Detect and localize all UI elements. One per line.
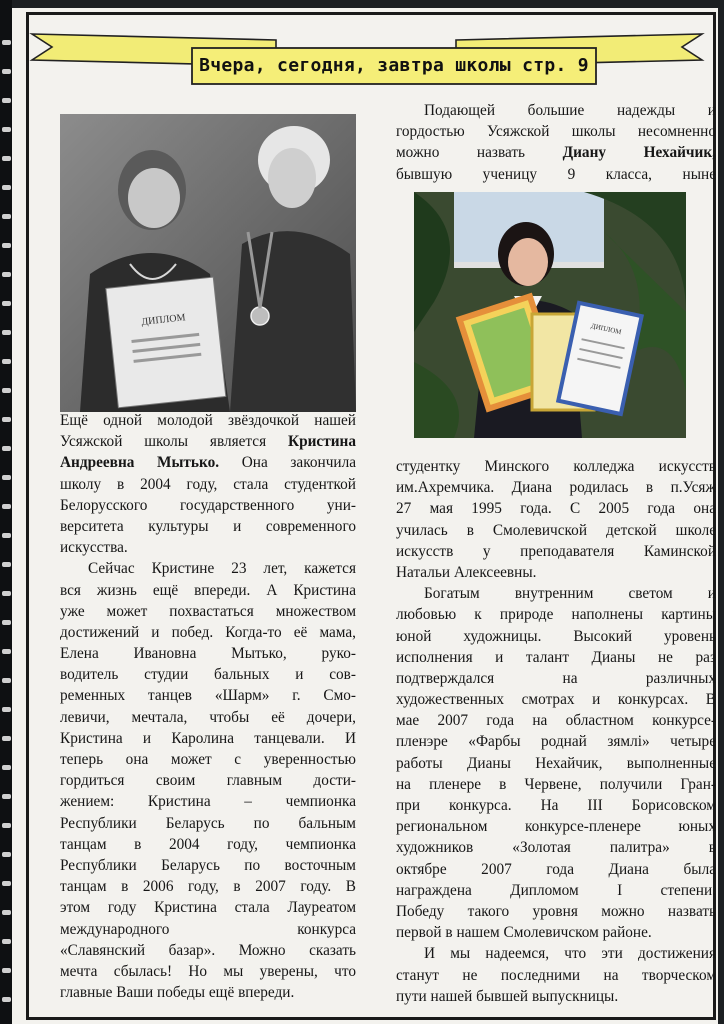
text-run: студентку Минского колледжа искусств: [396, 458, 716, 475]
text-line: [396, 880, 716, 901]
text-run: вся жизнь ещё впереди. А Кристина: [60, 581, 356, 599]
text-run: искусств у преподавателя Каминской: [396, 542, 716, 560]
text-line: [396, 604, 716, 625]
text-run: Богатым внутренним светом и: [424, 585, 716, 603]
binder-hole: [2, 98, 11, 103]
text-line: [60, 855, 356, 876]
text-line: [60, 622, 356, 643]
binder-hole: [2, 968, 11, 973]
text-line: [60, 897, 356, 918]
article-left-column: [60, 410, 356, 1003]
text-line: [396, 100, 716, 121]
binder-hole: [2, 591, 11, 596]
text-run: подтверждался на различных: [396, 669, 716, 687]
text-run: международного конкурса: [60, 920, 356, 938]
binder-hole: [2, 214, 11, 219]
article-right-column-bottom: [396, 456, 716, 1007]
text-run: достижений и побед. Когда-то её мама,: [60, 623, 356, 641]
bold-name: Кристина: [288, 433, 356, 451]
text-line: [396, 816, 716, 837]
binder-hole: [2, 736, 11, 741]
binder-hole: [2, 272, 11, 277]
text-run: Победу такого уровня можно назвать: [396, 902, 716, 920]
text-run: Белорусского государственного уни-: [60, 496, 356, 514]
text-run: бывшую ученицу 9 класса, ныне: [396, 165, 716, 183]
text-run: искусства.: [60, 539, 128, 557]
text-run: училась в Смолевичской детской школе: [396, 521, 716, 539]
text-run: Подающей большие надежды и: [424, 102, 716, 119]
text-run: верситета культуры и современного: [60, 517, 356, 535]
text-line: [396, 859, 716, 880]
text-line: [60, 452, 356, 473]
text-run: ременных танцев «Шарм» г. Смо-: [60, 687, 356, 705]
binder-hole: [2, 794, 11, 799]
text-line: [60, 813, 356, 834]
binder-hole: [2, 910, 11, 915]
text-line: [396, 965, 716, 986]
binder-hole: [2, 939, 11, 944]
text-line: [396, 498, 716, 519]
binder-hole: [2, 533, 11, 538]
text-run: при конкурса. На III Борисовском: [396, 797, 716, 814]
text-line: [396, 901, 716, 922]
binder-hole: [2, 852, 11, 857]
text-line: [60, 940, 356, 961]
text-line: [396, 710, 716, 731]
text-run: региональном конкурсе-пленере юных: [396, 818, 716, 836]
text-run: 27 мая 1995 года. С 2005 года она: [396, 500, 716, 518]
text-line: [396, 922, 716, 943]
text-line: [60, 495, 356, 516]
text-line: [396, 626, 716, 647]
text-run: художников «Золотая палитра» в: [396, 839, 716, 857]
text-run: мае 2007 года на областном конкурсе-: [396, 712, 716, 730]
binder-hole: [2, 156, 11, 161]
text-run: юной художницы. Высокий уровень: [396, 627, 716, 645]
text-run: Натальи Алексеевны.: [396, 563, 537, 581]
text-run: любовью к природе наполнены картины: [396, 606, 716, 624]
text-run: Усяжской школы является: [60, 433, 288, 451]
text-line: [60, 961, 356, 982]
text-line: [396, 668, 716, 689]
text-line: [396, 753, 716, 774]
page-title: Вчера, сегодня, завтра школы стр. 9: [199, 55, 589, 76]
binder-hole: [2, 185, 11, 190]
text-run: Республики Беларусь по бальным: [60, 814, 356, 832]
text-run: гордостью Усяжской школы несомненно: [396, 123, 716, 141]
text-run: мечта сбылась! Но мы уверены, что: [60, 962, 356, 980]
text-line: [396, 837, 716, 858]
text-run: Елена Ивановна Мытько, руко-: [60, 645, 356, 663]
binder-hole: [2, 301, 11, 306]
text-line: [60, 431, 356, 452]
binder-hole: [2, 417, 11, 422]
text-line: [396, 164, 716, 185]
text-line: [396, 142, 716, 163]
text-line: [60, 834, 356, 855]
photo-dancer-and-mother: [60, 114, 356, 412]
binder-hole: [2, 562, 11, 567]
binder-hole: [2, 620, 11, 625]
text-run: Ещё одной молодой звёздочкой нашей: [60, 412, 356, 429]
text-run: танцам в 2004 году, чемпионка: [60, 835, 356, 853]
text-run: школу в 2004 году, стала студенткой: [60, 475, 356, 493]
text-run: художественных смотрах и конкурсах. В: [396, 691, 716, 709]
binder-hole: [2, 40, 11, 45]
text-run: «Славянский базар». Можно сказать: [60, 941, 356, 959]
text-run: Кристина и Каролина танцевали. И: [60, 729, 356, 747]
text-line: [60, 876, 356, 897]
text-line: [396, 456, 716, 477]
binder-hole: [2, 446, 11, 451]
text-run: станут не последними на творческом: [396, 966, 716, 984]
text-run: И мы надеемся, что эти достижения: [424, 945, 716, 963]
binder-hole: [2, 127, 11, 132]
text-run: Сейчас Кристине 23 лет, кажется: [88, 560, 356, 578]
text-line: [60, 601, 356, 622]
text-line: [396, 986, 716, 1007]
text-line: [396, 562, 716, 583]
binder-edge: [0, 0, 12, 1024]
binder-hole: [2, 678, 11, 683]
bold-name: Диану Нехайчик,: [562, 144, 716, 162]
text-line: [396, 795, 716, 816]
photo-diana-with-diplomas: [414, 192, 686, 438]
text-run: работы Дианы Нехайчик, выполненные: [396, 754, 716, 772]
binder-hole: [2, 504, 11, 509]
text-run: водитель студии бальных и сов-: [60, 666, 356, 684]
binder-hole: [2, 243, 11, 248]
text-run: первой в нашем Смолевичском районе.: [396, 924, 652, 942]
diploma-label-right: ДИПЛОМ: [590, 321, 623, 337]
text-line: [60, 770, 356, 791]
binder-hole: [2, 330, 11, 335]
text-line: [60, 410, 356, 431]
binder-hole: [2, 765, 11, 770]
text-run: октябре 2007 года Диана была: [396, 860, 716, 878]
text-line: [60, 919, 356, 940]
text-line: [396, 943, 716, 964]
text-line: [60, 685, 356, 706]
text-line: [60, 728, 356, 749]
text-run: награждена Дипломом I степени.: [396, 881, 716, 899]
text-line: [60, 558, 356, 579]
text-line: [396, 731, 716, 752]
text-line: [60, 474, 356, 495]
text-run: им.Ахремчика. Диана родилась в п.Усяж: [396, 479, 716, 497]
article-right-column-top: [396, 100, 716, 185]
text-line: [396, 541, 716, 562]
text-run: Она закончила: [219, 454, 356, 472]
binder-hole: [2, 69, 11, 74]
text-run: на пленере в Червене, получили Гран-: [396, 775, 716, 793]
text-run: левичи, мечтала, чтобы её дочери,: [60, 708, 356, 726]
binder-hole: [2, 823, 11, 828]
binder-hole: [2, 881, 11, 886]
text-run: Республики Беларусь по восточным: [60, 856, 356, 874]
text-line: [396, 477, 716, 498]
diploma-label-left: ДИПЛОМ: [140, 312, 187, 328]
text-line: [60, 537, 356, 558]
text-run: можно назвать: [396, 144, 563, 162]
header-banner: [26, 26, 706, 96]
text-line: [60, 643, 356, 664]
text-line: [396, 583, 716, 604]
text-run: пути нашей бывшей выпускницы.: [396, 987, 619, 1005]
text-line: [396, 689, 716, 710]
text-run: главные Ваши победы ещё впереди.: [60, 984, 295, 1002]
binder-hole: [2, 359, 11, 364]
binder-hole: [2, 707, 11, 712]
text-line: [60, 664, 356, 685]
text-line: [60, 580, 356, 601]
text-run: жением: Кристина – чемпионка: [60, 793, 356, 811]
text-run: гордиться своим главным дости-: [60, 772, 356, 790]
text-run: этом году Кристина стала Лауреатом: [60, 899, 356, 917]
text-line: [396, 520, 716, 541]
text-line: [60, 707, 356, 728]
binder-hole: [2, 997, 11, 1002]
text-run: исполнения и талант Дианы не раз: [396, 648, 716, 666]
text-run: уже может похвастаться множеством: [60, 602, 356, 620]
binder-hole: [2, 388, 11, 393]
binder-hole: [2, 649, 11, 654]
bold-name: Андреевна Мытько.: [60, 454, 220, 472]
text-line: [60, 516, 356, 537]
text-line: [396, 647, 716, 668]
text-run: танцам в 2006 году, в 2007 году. В: [60, 878, 356, 896]
text-line: [60, 791, 356, 812]
text-run: теперь она может с уверенностью: [60, 751, 356, 768]
text-line: [60, 982, 356, 1003]
text-run: пленэре «Фарбы роднай зямлі» четыре: [396, 733, 716, 751]
text-line: [396, 774, 716, 795]
binder-hole: [2, 475, 11, 480]
text-line: [60, 749, 356, 770]
text-line: [396, 121, 716, 142]
